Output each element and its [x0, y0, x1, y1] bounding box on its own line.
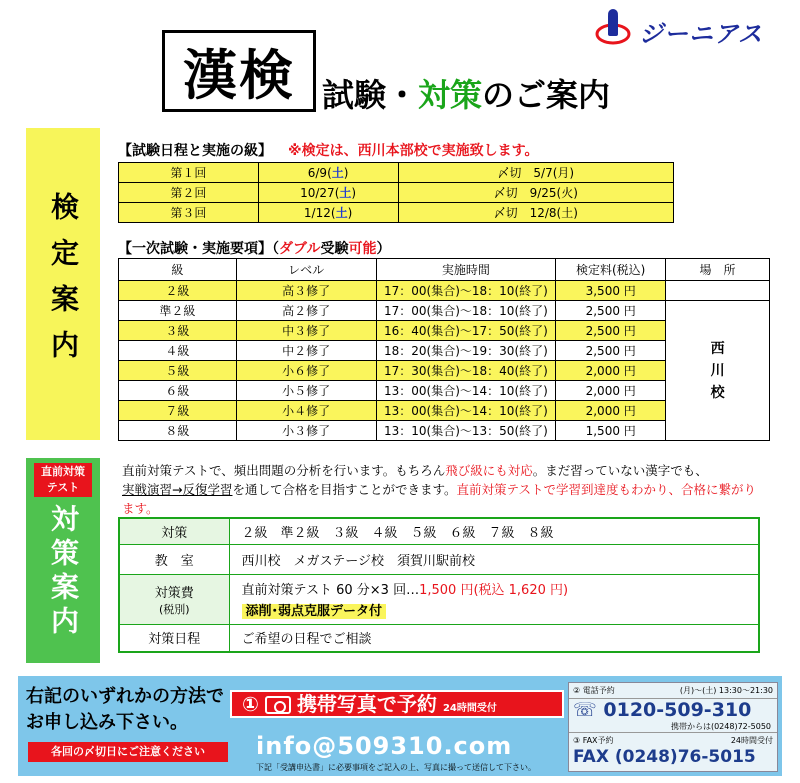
measures-key-classroom: 教 室	[119, 544, 229, 574]
req-level: 中３修了	[236, 321, 376, 341]
fee-amount: 1,500 円(税込 1,620 円)	[419, 583, 569, 598]
req-col-header: 実施時間	[376, 259, 556, 281]
req-level: 高２修了	[236, 301, 376, 321]
measures-key-grades: 対策	[119, 518, 229, 544]
schedule-deadline: 〆切 12/8(土)	[398, 203, 674, 223]
footer-left1: 右記のいずれかの方法で	[26, 686, 224, 707]
logo	[595, 8, 785, 50]
req-fee: 2,000 円	[556, 401, 666, 421]
req-time: 17：30(集合)～18：40(終了)	[376, 361, 556, 381]
desc-p7: 。	[146, 501, 159, 516]
side-label-measures-text: 対策案内	[47, 504, 80, 640]
measures-key-fee	[119, 574, 229, 624]
fax-head: ③ FAX予約	[573, 736, 614, 745]
req-place-empty	[666, 281, 770, 301]
req-fee: 3,500 円	[556, 281, 666, 301]
measures-val-fee	[229, 574, 759, 624]
desc-p3: 。まだ習っていない漢字でも、	[532, 463, 708, 478]
genius-logo-icon	[595, 8, 635, 48]
photo-num: ①	[242, 692, 259, 716]
requirements-table	[118, 258, 770, 441]
schedule-row	[119, 183, 674, 203]
schedule-heading	[118, 140, 539, 160]
schedule-round: 第３回	[119, 203, 259, 223]
photo-label: 携帯写真で予約	[296, 692, 437, 716]
req-fee: 2,500 円	[556, 341, 666, 361]
req-heading-b: ダブル	[279, 241, 321, 257]
fax-heading	[569, 732, 777, 748]
footer-left2: お申し込み下さい。	[26, 712, 188, 733]
req-heading-a: 【一次試験・実施要項】（	[118, 241, 279, 257]
req-row	[119, 301, 770, 321]
schedule-paren: )	[343, 166, 349, 180]
req-level: 小４修了	[236, 401, 376, 421]
measures-val-classroom: 西川校 メガステージ校 須賀川駅前校	[229, 544, 759, 574]
req-fee: 2,500 円	[556, 321, 666, 341]
req-time: 18：20(集合)～19：30(終了)	[376, 341, 556, 361]
measures-val-grades: ２級 準２級 ３級 ４級 ５級 ６級 ７級 ８級	[229, 518, 759, 544]
tel-head: ② 電話予約	[573, 686, 615, 695]
schedule-round: 第２回	[119, 183, 259, 203]
schedule-row	[119, 163, 674, 183]
schedule-heading-text: 【試験日程と実施の級】	[118, 143, 272, 159]
fee-text: 直前対策テスト 60 分×3 回…	[241, 583, 420, 598]
schedule-day: 土	[331, 166, 344, 180]
tel-fax-box	[568, 682, 778, 772]
fax-hours: 24時間受付	[730, 736, 773, 745]
req-col-header: 級	[119, 259, 237, 281]
tel-icon: ☏	[573, 699, 604, 721]
req-time: 17：00(集合)～18：10(終了)	[376, 281, 556, 301]
req-grade: ８級	[119, 421, 237, 441]
page-title	[322, 70, 610, 116]
req-grade: ６級	[119, 381, 237, 401]
req-grade: ７級	[119, 401, 237, 421]
photo-note: 下記「受講申込書」に必要事項をご記入の上、写真に撮って送信して下さい。	[256, 763, 536, 772]
tel-heading	[569, 683, 777, 699]
req-heading-c: 受験	[320, 241, 349, 257]
camera-icon	[265, 696, 291, 714]
fax-number[interactable]: FAX (0248)76-5015	[573, 747, 756, 767]
schedule-date	[258, 163, 398, 183]
logo-text: ジーニアス	[639, 20, 764, 48]
desc-p5: を通して合格を目指すことができます。	[232, 482, 457, 497]
desc-p4: 実戦演習→反復学習	[122, 482, 233, 497]
tel-number-text: 0120-509-310	[603, 699, 752, 721]
req-fee: 1,500 円	[556, 421, 666, 441]
req-time: 17：00(集合)～18：10(終了)	[376, 301, 556, 321]
schedule-date-text: 1/12(	[303, 206, 336, 220]
req-col-header: 場 所	[666, 259, 770, 281]
req-place-text: 西 川 校	[710, 340, 725, 401]
requirements-heading	[118, 238, 390, 258]
req-grade: ３級	[119, 321, 237, 341]
schedule-round: 第１回	[119, 163, 259, 183]
title-part2: 対策	[418, 76, 483, 114]
email-link[interactable]: info@509310.com	[256, 732, 513, 760]
req-time: 13：00(集合)～14：10(終了)	[376, 381, 556, 401]
measures-val-schedule: ご希望の日程でご相談	[229, 624, 759, 652]
footer-instruction	[26, 684, 224, 736]
schedule-deadline: 〆切 9/25(火)	[398, 183, 674, 203]
side-label-exam-text: 検定案内	[47, 192, 80, 376]
photo-reservation[interactable]	[230, 690, 564, 718]
req-fee: 2,000 円	[556, 381, 666, 401]
photo-small: 24時間受付	[442, 703, 497, 714]
req-time: 16：40(集合)～17：50(終了)	[376, 321, 556, 341]
schedule-day: 土	[335, 206, 348, 220]
req-grade: 準２級	[119, 301, 237, 321]
schedule-day: 土	[339, 186, 352, 200]
schedule-date-text: 10/27(	[300, 186, 340, 200]
req-col-header: レベル	[236, 259, 376, 281]
side-label-measures	[26, 458, 100, 663]
req-grade: ２級	[119, 281, 237, 301]
req-level: 小３修了	[236, 421, 376, 441]
desc-p1: 直前対策テストで、頻出問題の分析を行います。もちろん	[122, 463, 446, 478]
schedule-date	[258, 203, 398, 223]
tel-hours: (月)～(土) 13:30～21:30	[679, 686, 773, 695]
req-heading-e: ）	[376, 241, 391, 257]
schedule-paren: )	[347, 206, 353, 220]
deadline-warning: 各回の〆切日にご注意ください	[28, 742, 228, 762]
desc-p6: 直前対策テストで学習到達度もわかり、合格に繋がります	[122, 482, 757, 516]
prep-test-tag	[34, 463, 92, 497]
measures-key-schedule: 対策日程	[119, 624, 229, 652]
req-row	[119, 281, 770, 301]
req-level: 高３修了	[236, 281, 376, 301]
req-heading-d: 可能	[348, 241, 377, 257]
desc-p2: 飛び級にも対応	[445, 463, 533, 478]
schedule-deadline: 〆切 5/7(月)	[398, 163, 674, 183]
schedule-date-text: 6/9(	[307, 166, 332, 180]
req-col-header: 検定料(税込)	[556, 259, 666, 281]
schedule-paren: )	[351, 186, 357, 200]
req-fee: 2,000 円	[556, 361, 666, 381]
schedule-date	[258, 183, 398, 203]
req-level: 中２修了	[236, 341, 376, 361]
tel-number[interactable]	[569, 699, 777, 721]
req-fee: 2,500 円	[556, 301, 666, 321]
req-grade: ４級	[119, 341, 237, 361]
measures-key-fee-2: (税別)	[158, 602, 190, 616]
prep-test-tag-line1: 直前対策	[41, 465, 85, 478]
side-label-exam	[26, 128, 100, 440]
tel-mobile: 携帯からは(0248)72-5050	[670, 722, 771, 731]
prep-test-tag-line2: テスト	[46, 481, 80, 494]
title-part1: 試験・	[322, 76, 419, 114]
schedule-table	[118, 162, 674, 223]
title-kanken-box	[162, 30, 316, 112]
req-time: 13：10(集合)～13：50(終了)	[376, 421, 556, 441]
req-place	[666, 301, 770, 441]
title-part3: のご案内	[482, 76, 611, 114]
fee-extra: 添削･弱点克服データ付	[242, 604, 387, 619]
req-grade: ５級	[119, 361, 237, 381]
measures-table	[118, 517, 760, 653]
measures-key-fee-1: 対策費	[154, 585, 194, 601]
schedule-row	[119, 203, 674, 223]
schedule-notice: ※検定は、西川本部校で実施致します。	[288, 143, 539, 159]
req-level: 小６修了	[236, 361, 376, 381]
req-level: 小５修了	[236, 381, 376, 401]
title-kanken: 漢検	[183, 43, 295, 107]
req-time: 13：00(集合)～14：10(終了)	[376, 401, 556, 421]
contact-footer	[18, 676, 782, 776]
prep-description	[122, 461, 762, 518]
